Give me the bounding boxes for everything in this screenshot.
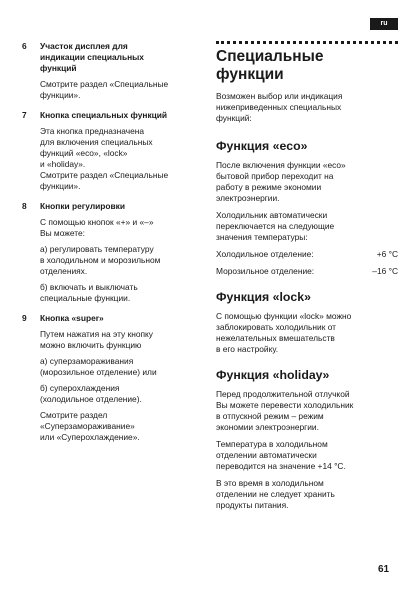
eco-heading: Функция «eco» <box>216 139 308 153</box>
item-number: 6 <box>22 41 27 51</box>
item-text: Смотрите раздел «Суперзамораживание» или «Суперохлаждение». <box>40 410 140 442</box>
item-display-section <box>22 41 200 101</box>
left-column <box>22 41 200 452</box>
item-adjust-buttons <box>22 201 200 304</box>
item-special-functions-button <box>22 110 200 192</box>
page-number: 61 <box>378 564 390 575</box>
temperature-row-fridge: Холодильное отделение: +6 °C <box>216 249 398 259</box>
item-text: б) включать и выключать специальные функции. <box>40 282 138 303</box>
temperature-row-freezer: Морозильное отделение: –16 °C <box>216 266 398 276</box>
item-text: С помощью кнопок «+» и «–» Вы можете: <box>40 217 154 238</box>
language-badge: ru <box>370 18 398 30</box>
dotted-rule <box>216 41 398 44</box>
holiday-heading: Функция «holiday» <box>216 368 330 382</box>
item-text: Смотрите раздел «Специальные функции». <box>40 79 169 100</box>
intro-text: Возможен выбор или индикация нижеприведенных специальных функций: <box>216 91 343 123</box>
item-text: а) регулировать температуру в холодильном и морозильном отделениях. <box>40 244 161 276</box>
item-super-button <box>22 313 200 443</box>
item-title: Кнопки регулировки <box>40 201 126 211</box>
lock-text: С помощью функции «lock» можно заблокировать холодильник от нежелательных вмешательств в его настройку. <box>216 311 352 354</box>
lock-heading: Функция «lock» <box>216 290 311 304</box>
holiday-text: Температура в холодильном отделении автоматически переводится на значение +14 °C. <box>216 439 346 471</box>
item-text: Путем нажатия на эту кнопку можно включить функцию <box>40 329 153 350</box>
item-text: а) суперзамораживания (морозильное отделение) или <box>40 356 157 377</box>
holiday-text: Перед продолжительной отлучкой Вы можете перевести холодильник в отпускной режим – режим экономии электроэнергии. <box>216 389 354 432</box>
item-number: 9 <box>22 313 27 323</box>
item-text: б) суперохлаждения (холодильное отделение). <box>40 383 142 404</box>
item-number: 7 <box>22 110 27 120</box>
item-number: 8 <box>22 201 27 211</box>
item-title: Участок дисплея для индикации специальных функций <box>40 41 144 73</box>
item-title: Кнопка специальных функций <box>40 110 168 120</box>
right-column <box>216 41 398 517</box>
holiday-text: В это время в холодильном отделении не следует хранить продукты питания. <box>216 478 335 510</box>
section-title: Специальные функции <box>216 48 324 83</box>
item-title: Кнопка «super» <box>40 313 104 323</box>
eco-text: Холодильник автоматически переключается на следующие значения температуры: <box>216 210 335 242</box>
eco-text: После включения функции «eco» бытовой прибор переходит на работу в режиме экономии электроэнергии. <box>216 160 346 203</box>
item-text: Эта кнопка предназначена для включения специальных функций «eco», «lock» и «holiday». Смотрите раздел «Специальные функции». <box>40 126 169 191</box>
